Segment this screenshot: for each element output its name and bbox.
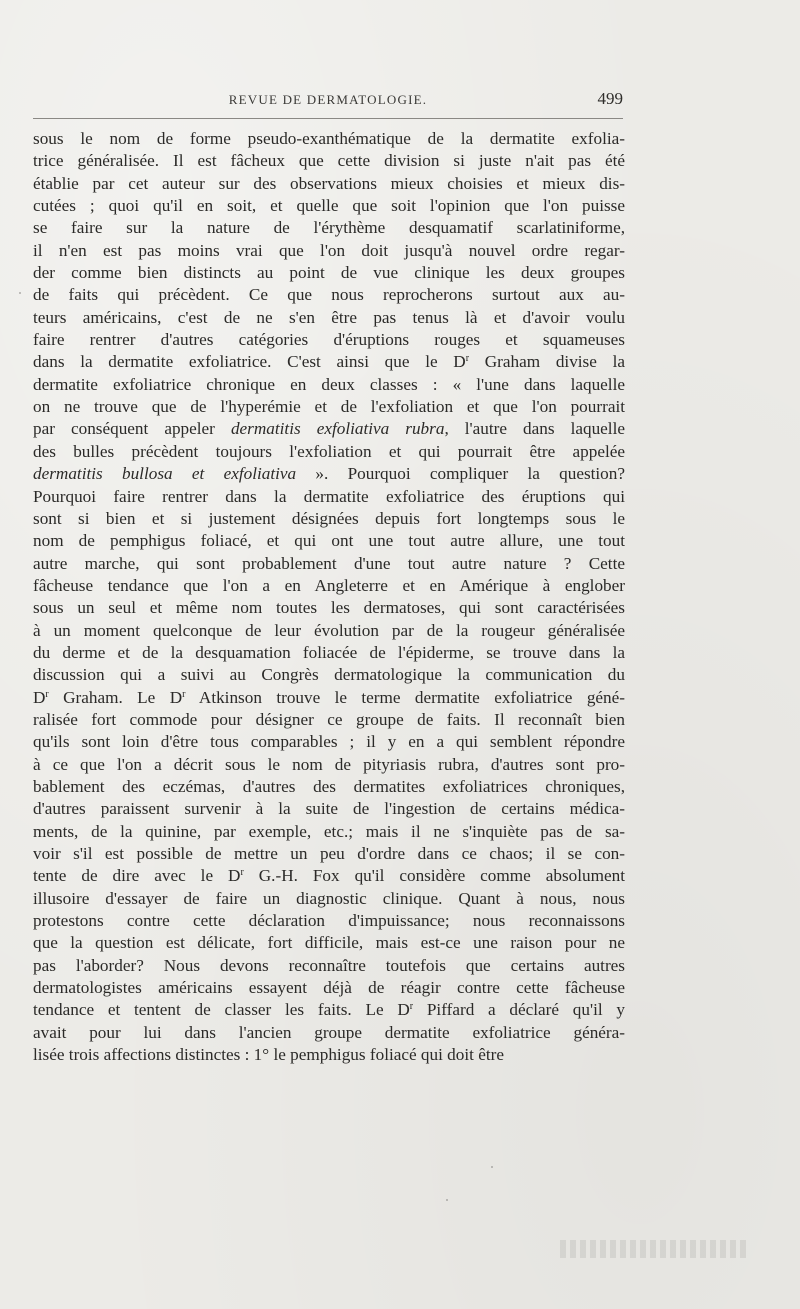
text-line: pas l'aborder? Nous devons reconnaître toutefois que certains autres (33, 955, 625, 975)
text-line: ralisée fort commode pour désigner ce groupe de faits. Il reconnaît bien (33, 709, 625, 729)
text-line: que la question est délicate, fort difficile, mais est-ce une raison pour ne (33, 933, 625, 953)
text-line: lisée trois affections distinctes : 1° le pemphigus foliacé qui doit être (33, 1045, 504, 1065)
paper-speck (491, 1166, 493, 1168)
paper-speck (19, 292, 21, 294)
text-line: tendance et tentent de classer les faits. Le $D^r$ Piffard a déclaré qu'il y (33, 1000, 625, 1020)
text-line: cutées ; quoi qu'il en soit, et quelle que soit l'opinion que l'on puisse (33, 196, 625, 216)
text-line: faire rentrer d'autres catégories d'éruptions rouges et squameuses (33, 330, 625, 350)
text-line: on ne trouve que de l'hyperémie et de l'exfoliation et que l'on pourrait (33, 397, 625, 417)
text-line: nom de pemphigus foliacé, et qui ont une tout autre allure, une tout (33, 531, 625, 551)
text-line: par conséquent appeler dermatitis exfoliativa rubra, l'autre dans laquelle (33, 419, 625, 439)
text-line: de faits qui précèdent. Ce que nous reprocherons surtout aux au- (33, 285, 625, 305)
text-line: dermatologistes américains essayent déjà de réagir contre cette fâcheuse (33, 978, 625, 998)
text-line: dermatite exfoliatrice chronique en deux classes : « l'une dans laquelle (33, 374, 625, 394)
text-line: dans la dermatite exfoliatrice. C'est ainsi que le $D^r$ Graham divise la (33, 352, 625, 372)
text-line: des bulles précèdent toujours l'exfoliation et qui pourrait être appelée (33, 441, 625, 461)
text-line: se faire sur la nature de l'érythème desquamatif scarlatiniforme, (33, 218, 625, 238)
text-line: ments, de la quinine, par exemple, etc.; mais il ne s'inquiète pas de sa- (33, 821, 625, 841)
text-line: teurs américains, c'est de ne s'en être pas tenus là et d'avoir voulu (33, 307, 625, 327)
paper-speck (446, 1199, 448, 1201)
running-title: REVUE DE DERMATOLOGIE. (228, 92, 428, 107)
text-line: Pourquoi faire rentrer dans la dermatite exfoliatrice des éruptions qui (33, 486, 625, 506)
text-line: discussion qui a suivi au Congrès dermatologique la communication du (33, 665, 625, 685)
text-line: illusoire d'essayer de faire un diagnostic clinique. Quant à nous, nous (33, 888, 625, 908)
text-line: il n'en est pas moins vrai que l'on doit jusqu'à nouvel ordre regar- (33, 240, 625, 260)
italic-term: dermatitis bullosa et exfoliativa (33, 464, 297, 484)
text-line: sous le nom de forme pseudo-exanthématique de la dermatite exfolia- (33, 129, 625, 148)
text-line: voir s'il est possible de mettre un peu d'ordre dans ce chaos; il se con- (33, 844, 625, 863)
text-line: à ce que l'on a décrit sous le nom de pityriasis rubra, d'autres sont pro- (33, 754, 625, 774)
header-rule (33, 118, 623, 119)
text-line: dermatitis bullosa et exfoliativa ». Pourquoi compliquer la question? (33, 464, 625, 484)
text-line: protestons contre cette déclaration d'impuissance; nous reconnaissons (33, 911, 625, 931)
text-line: autre marche, qui sont probablement d'une tout autre nature ? Cette (33, 553, 625, 573)
text-line: der comme bien distincts au point de vue clinique les deux groupes (33, 263, 625, 283)
page-number: 499 (597, 89, 623, 108)
text-line: fâcheuse tendance que l'on a en Angleterre et en Amérique à englober (33, 575, 625, 595)
text-line: trice généralisée. Il est fâcheux que cette division si juste n'ait pas été (33, 151, 625, 171)
text-line: bablement des eczémas, d'autres des dermatites exfoliatrices chroniques, (33, 776, 625, 796)
text-line: qu'ils sont loin d'être tous comparables ; il y en a qui semblent répondre (33, 732, 625, 752)
text-line: tente de dire avec le $D^r$ G.-H. Fox qu'il considère comme absolument (33, 866, 625, 886)
text-line: établie par cet auteur sur des observations mieux choisies et mieux dis- (33, 173, 625, 193)
bleed-through (560, 1240, 750, 1258)
text-line: sous un seul et même nom toutes les dermatoses, qui sont caractérisées (33, 598, 625, 618)
text-line: à un moment quelconque de leur évolution par de la rougeur généralisée (33, 620, 625, 640)
text-line: du derme et de la desquamation foliacée de l'épiderme, se trouve dans la (33, 642, 625, 662)
body-text (33, 128, 625, 1066)
page-header (33, 86, 623, 110)
text-line: sont si bien et si justement désignées depuis fort longtemps sous le (33, 508, 625, 528)
text-line: d'autres paraissent survenir à la suite de l'ingestion de certains médica- (33, 799, 625, 819)
text-line: avait pour lui dans l'ancien groupe dermatite exfoliatrice généra- (33, 1022, 625, 1042)
text-line: $D^r$ Graham. Le $D^r$ Atkinson trouve le terme dermatite exfoliatrice géné- (33, 687, 625, 707)
italic-term: dermatitis exfoliativa rubra (230, 419, 445, 439)
